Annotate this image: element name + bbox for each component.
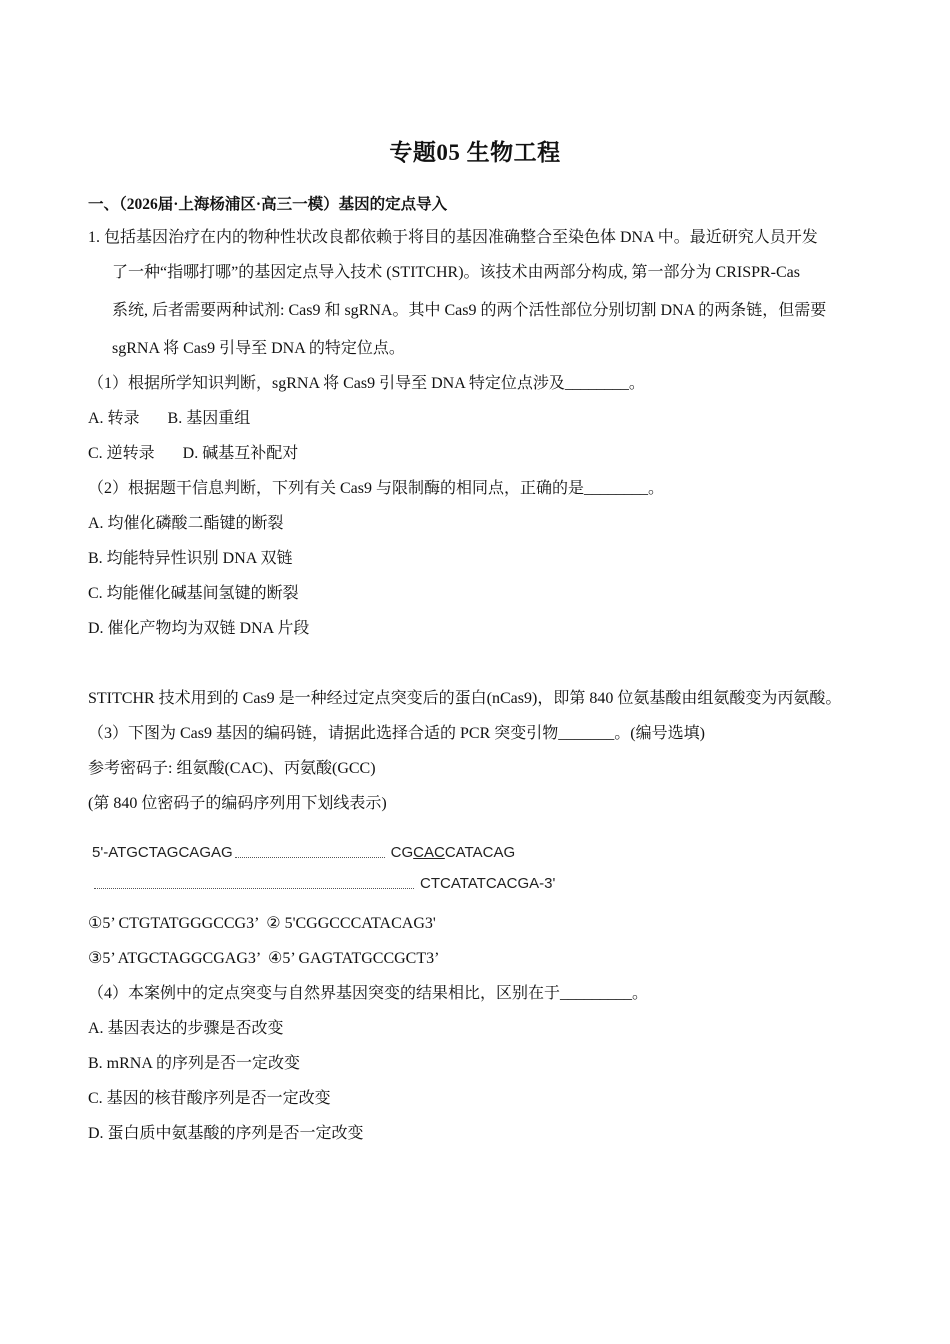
question-4-option-a: A. 基因表达的步骤是否改变 [88, 1020, 284, 1037]
primer-options-row-1: ①5’ CTGTATGGGCCG3’ ② 5'CGGCCCATACAG3' [88, 915, 436, 932]
primer-options-row-2: ③5’ ATGCTAGGCGAG3’ ④5’ GAGTATGCCGCT3’ [88, 950, 440, 967]
sequence-left: 5'-ATGCTAGCAGAG [92, 844, 233, 861]
intro-line-3: 系统, 后者需要两种试剂: Cas9 和 sgRNA。其中 Cas9 的两个活性部位分别切割 DNA 的两条链，但需要 [112, 302, 827, 319]
question-2-stem: （2）根据题干信息判断，下列有关 Cas9 与限制酶的相同点，正确的是________。 [88, 480, 665, 497]
intro-line-2: 了一种“指哪打哪”的基因定点导入技术 (STITCHR)。该技术由两部分构成, 第一部分为 CRISPR-Cas [112, 264, 801, 281]
question-1-options-row-1: A. 转录 B. 基因重组 [88, 410, 251, 427]
sequence-right-end: CATACAG [444, 844, 516, 861]
section-heading: 一、（2026届·上海杨浦区·高三一模）基因的定点导入 [88, 196, 448, 213]
sequence-gap-dots [94, 879, 414, 889]
question-1-options-row-2: C. 逆转录 D. 碱基互补配对 [88, 445, 299, 462]
question-2-option-b: B. 均能特异性识别 DNA 双链 [88, 550, 293, 567]
sequence-row-2-end: CTCATATCACGA-3' [420, 875, 556, 892]
question-4-option-c: C. 基因的核苷酸序列是否一定改变 [88, 1090, 331, 1107]
question-2-option-a: A. 均催化磷酸二酯键的断裂 [88, 515, 284, 532]
sequence-right-start: CG [390, 844, 414, 861]
dna-sequence-row-1 [92, 844, 515, 861]
question-4-option-d: D. 蛋白质中氨基酸的序列是否一定改变 [88, 1125, 364, 1142]
context-paragraph: STITCHR 技术用到的 Cas9 是一种经过定点突变后的蛋白(nCas9)，即第 840 位氨基酸由组氨酸变为丙氨酸。 [88, 690, 842, 707]
question-3-stem: （3）下图为 Cas9 基因的编码链，请据此选择合适的 PCR 突变引物_______。(编号选填) [88, 725, 705, 742]
codon-840-underlined: CAC [413, 844, 445, 861]
underline-note: (第 840 位密码子的编码序列用下划线表示) [88, 795, 387, 812]
question-2-option-c: C. 均能催化碱基间氢键的断裂 [88, 585, 299, 602]
page-title: 专题05 生物工程 [389, 140, 561, 165]
dna-sequence-row-2 [92, 875, 555, 892]
question-1-stem: （1）根据所学知识判断，sgRNA 将 Cas9 引导至 DNA 特定位点涉及________。 [88, 375, 645, 392]
question-2-option-d: D. 催化产物均为双链 DNA 片段 [88, 620, 310, 637]
question-4-stem: （4）本案例中的定点突变与自然界基因突变的结果相比，区别在于_________。 [88, 985, 649, 1002]
intro-line-4: sgRNA 将 Cas9 引导至 DNA 的特定位点。 [112, 340, 405, 357]
question-4-option-b: B. mRNA 的序列是否一定改变 [88, 1055, 301, 1072]
sequence-gap-dots [235, 848, 385, 858]
intro-line-1: 1. 包括基因治疗在内的物种性状改良都依赖于将目的基因准确整合至染色体 DNA 中。最近研究人员开发 [88, 229, 818, 246]
codon-reference: 参考密码子: 组氨酸(CAC)、丙氨酸(GCC) [88, 760, 376, 777]
